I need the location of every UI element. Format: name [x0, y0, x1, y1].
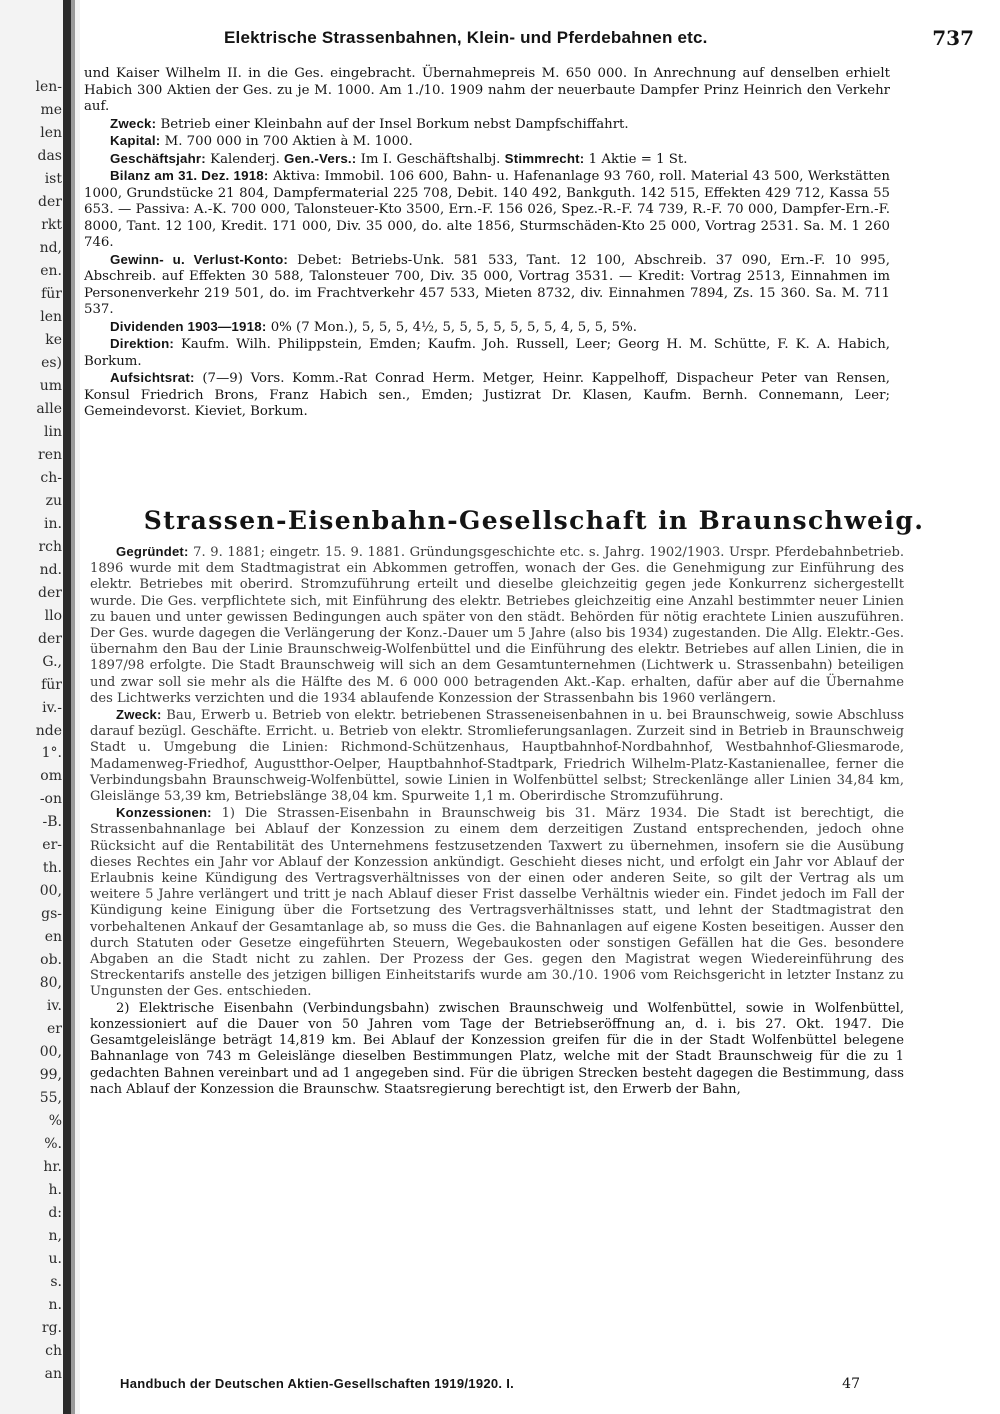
margin-fragment: der: [38, 632, 62, 647]
running-header: [84, 26, 984, 52]
margin-fragment: für: [41, 287, 62, 302]
margin-fragment: %.: [44, 1137, 62, 1152]
gewinn-verlust-label: Gewinn- u. Verlust-Konto:: [110, 251, 289, 267]
margin-fragment: nd.: [39, 563, 62, 578]
zweck-label: Zweck:: [116, 707, 162, 723]
zweck-text: Betrieb einer Kleinbahn auf der Insel Borkum nebst Dampfschiffahrt.: [160, 116, 629, 132]
margin-fragment: der: [38, 195, 62, 210]
margin-fragment: hr.: [43, 1160, 62, 1175]
signature-mark: 47: [842, 1376, 860, 1392]
margin-fragment: ch: [45, 1344, 62, 1359]
margin-fragment: iv.-: [42, 701, 62, 716]
document-page: [84, 0, 996, 1414]
margin-fragment: u.: [48, 1252, 62, 1267]
kapital-text: M. 700 000 in 700 Aktien à M. 1000.: [164, 134, 413, 149]
adjacent-page-margin: [0, 0, 80, 1414]
margin-fragment: ob.: [40, 953, 62, 968]
geschaeftsjahr-text: Kalenderj.: [210, 151, 280, 167]
margin-fragment: 80,: [39, 976, 62, 991]
direktion-label: Direktion:: [110, 336, 175, 351]
margin-fragment: 00,: [39, 1045, 62, 1060]
gegruendet-paragraph: [90, 544, 904, 707]
margin-fragment: 1°.: [41, 746, 62, 761]
direktion-text: Kaufm. Wilh. Philippstein, Emden; Kaufm. Joh. Russell, Leer; Georg H. M. Schütte, F. K. A. Habich, Borkum.: [84, 337, 890, 369]
margin-fragment: llo: [44, 609, 62, 624]
zweck-label: Zweck:: [110, 115, 157, 131]
margin-fragment: me: [40, 103, 62, 118]
margin-fragment: rg.: [41, 1321, 62, 1336]
margin-fragment: rkt: [41, 218, 62, 233]
bilanz-paragraph: [84, 168, 890, 252]
margin-fragment: alle: [36, 402, 62, 417]
margin-fragment: len: [40, 126, 62, 141]
stimmrecht-text: 1 Aktie = 1 St.: [588, 151, 688, 167]
aufsichtsrat-paragraph: [84, 370, 890, 421]
bilanz-label: Bilanz am 31. Dez. 1918:: [110, 168, 269, 183]
margin-fragment: -B.: [42, 815, 62, 830]
margin-fragment: om: [40, 769, 62, 784]
konzessionen-paragraph: [90, 805, 904, 1000]
konzession-1-text: 1) Die Strassen-Eisenbahn in Braunschweig bis 31. März 1934. Die Stadt ist berechtigt, die Strassenbahnanlage bei Ablauf der Konzession zu einem dem derzeitigen Zustand entsprechenden, jedoch ohne Rücksicht auf die Rentabilität des Unternehmens festzusetzenden Taxwert zu übernehmen, insofern sie die Ausübung dieses Rechtes ein Jahr vor Ablauf der Konzession ankündigt. Geschieht dieses nicht, und erfolgt ein Jahr vor Ablauf der Erlaubnis keine Kündigung des Vertragsverhältnisses von der einen oder anderen Seite, so gilt der Vertrag als um weitere 5 Jahre verlängert und tritt je nach Ablauf dieser Frist dasselbe Verhältnis wieder ein. Findet jedoch im Fall der Kündigung keine Einigung über die Fortsetzung des Vertragsverhältnisses statt, und lehnt der Stadtmagistrat den vorbehaltenen Ankauf der Gesamtanlage ab, so muss die Ges. die Bahnanlagen auf eigene Kosten beseitigen. Ausser den durch Statuten oder Gesetze eingeführten Steuern, Wegebaukosten oder sonstigen Gefällen hat die Ges. besondere Abgaben an die Stadt nicht zu zahlen. Der Prozess der Ges. gegen den Magistrat wegen Wiedereinführung des Streckentarifs anstelle des jetzigen billigen Einheitstarifs wurde am 30./10. 1906 vom Reichsgericht in letzter Instanz zu Ungunsten der Ges. entschieden.: [90, 806, 904, 1000]
margin-fragment: nd,: [39, 241, 62, 256]
margin-fragment: 00,: [39, 884, 62, 899]
margin-fragment: es): [41, 356, 62, 371]
konzession-2-paragraph: 2) Elektrische Eisenbahn (Verbindungsbahn) zwischen Braunschweig und Wolfenbüttel, sowie in Wolfenbüttel, konzessioniert auf die Dauer von 50 Jahren vom Tage der Betriebseröffnung an, d. i. bis 27. Okt. 1947. Die Gesamtgeleislänge beträgt 14,819 km. Bei Ablauf der Konzession greifen für die in der Stadt Wolfenbüttel belegene Bahnanlage von 743 m Geleislänge dieselben Bestimmungen Platz, welche mit der Stadt Braunschweig für die zu 1 gedachten Bahnen vereinbart und ad 1 angegeben sind. Für die übrigen Strecken besteht dagegen die Bestimmung, dass nach Ablauf der Konzession die Braunschw. Staatsregierung berechtigt ist, den Erwerb der Bahn,: [90, 1000, 904, 1097]
margin-fragment: ke: [45, 333, 62, 348]
margin-fragment: nde: [35, 724, 62, 739]
margin-fragment: um: [39, 379, 62, 394]
margin-fragment: er-: [42, 838, 62, 853]
konzessionen-label: Konzessionen:: [116, 805, 212, 821]
binding-shadow: [63, 0, 71, 1414]
company-heading: Strassen-Eisenbahn-Gesellschaft in Braunschweig.: [143, 506, 925, 535]
geschaeftsjahr-paragraph: [84, 151, 890, 169]
margin-fragment: s.: [50, 1275, 62, 1290]
margin-fragment: gs-: [41, 907, 62, 922]
gewinn-verlust-text: Debet: Betriebs-Unk. 581 533, Tant. 12 100, Abschreib. 37 090, Ern.-F. 10 995, Abschreib. auf Effekten 30 588, Talonsteuer 700, Div. 35 000, Vortrag 3531. — Kredit: Vortrag 2513, Einnahmen im Personenverkehr 219 501, do. im Frachtverkehr 457 533, Mieten 8732, div. Einnahmen 7894, Zs. 15 360. Sa. M. 711 537.: [84, 252, 890, 317]
bilanz-text: Aktiva: Immobil. 106 600, Bahn- u. Hafenanlage 93 760, roll. Material 43 500, Werkstätten 1000, Grundstücke 21 804, Dampfermaterial 225 708, Debit. 140 492, Bankguth. 142 515, Effekten 429 712, Kassa 55 653. — Passiva: A.-K. 700 000, Talonsteuer-Kto 3500, Ern.-F. 156 026, Spez.-R.-F. 74 739, R.-F. 70 000, Dampfer-Ern.-F. 8000, Tant. 12 100, Kredit. 171 000, Div. 35 000, do. alte 1856, Sturmschäden-Kto 25 000, Vortrag 2531. Sa. M. 1 260 746.: [84, 169, 890, 250]
stimmrecht-label: Stimmrecht:: [504, 150, 585, 166]
margin-fragment: für: [41, 678, 62, 693]
margin-fragment: n.: [48, 1298, 62, 1313]
margin-fragment: len-: [35, 80, 62, 95]
margin-fragment: er: [47, 1022, 62, 1037]
margin-fragment: -on: [39, 792, 62, 807]
gen-vers-text: Im I. Geschäftshalbj.: [360, 151, 501, 167]
dividenden-text: 0% (7 Mon.), 5, 5, 5, 4½, 5, 5, 5, 5, 5, 5, 5, 4, 5, 5, 5%.: [270, 319, 637, 335]
margin-fragment: len: [40, 310, 62, 325]
margin-fragment: 99,: [39, 1068, 62, 1083]
page-number: 737: [932, 26, 974, 50]
company-entry: [90, 544, 904, 1098]
gen-vers-label: Gen.-Vers.:: [284, 150, 357, 166]
margin-fragment: 55,: [39, 1091, 62, 1106]
aufsichtsrat-label: Aufsichtsrat:: [110, 370, 195, 385]
zweck-paragraph: [90, 707, 904, 805]
margin-fragment: en.: [40, 264, 62, 279]
direktion-paragraph: [84, 336, 890, 370]
margin-fragment: lin: [44, 425, 62, 440]
margin-fragment: G.,: [42, 655, 62, 670]
margin-fragment: ist: [44, 172, 62, 187]
gegruendet-label: Gegründet:: [116, 544, 189, 559]
running-title: Elektrische Strassenbahnen, Klein- und Pferdebahnen etc.: [224, 28, 708, 47]
aufsichtsrat-text: (7—9) Vors. Komm.-Rat Conrad Herm. Metger, Heinr. Kappelhoff, Dispacheur Peter van Rensen, Konsul Friedrich Brons, Franz Habich sen., Emden; Justizrat Dr. Klasen, Kaufm. Bernh. Connemann, Leer; Gemeindevorst. Kieviet, Borkum.: [84, 371, 890, 419]
margin-fragment: der: [38, 586, 62, 601]
margin-fragment: d:: [48, 1206, 62, 1221]
publication-title: Handbuch der Deutschen Aktien-Gesellschaften 1919/1920. I.: [120, 1376, 515, 1391]
margin-fragment: rch: [38, 540, 62, 555]
margin-fragment: n,: [48, 1229, 62, 1244]
zweck-paragraph: [84, 116, 890, 134]
margin-fragment: in.: [44, 517, 62, 532]
margin-fragment: h.: [48, 1183, 62, 1198]
previous-company-entry: [84, 66, 890, 421]
binding-edge: [71, 0, 75, 1414]
geschaeftsjahr-label: Geschäftsjahr:: [110, 150, 206, 166]
intro-paragraph: und Kaiser Wilhelm II. in die Ges. eingebracht. Übernahmepreis M. 650 000. In Anrechnung auf denselben erhielt Habich 300 Aktien der Ges. zu je M. 1000. Am 1./10. 1909 nahm der neuerbaute Dampfer Prinz Heinrich den Verkehr auf.: [84, 66, 890, 114]
margin-fragment: %: [48, 1114, 62, 1129]
dividenden-label: Dividenden 1903—1918:: [110, 318, 267, 334]
kapital-paragraph: [84, 133, 890, 151]
dividenden-paragraph: [84, 319, 890, 337]
margin-fragment: en: [44, 930, 62, 945]
gegruendet-text: 7. 9. 1881; eingetr. 15. 9. 1881. Gründungsgeschichte etc. s. Jahrg. 1902/1903. Urspr. Pferdebahnbetrieb. 1896 wurde mit dem Stadtmagistrat ein Abkommen getroffen, wonach der Ges. die Genehmigung zur Einführung des elektr. Betriebes mit oberird. Stromzuführung erteilt und dieselbe gleichzeitig gegen jede Konkurrenz sichergestellt wurde. Die Ges. verpflichtete sich, mit Einführung des elektr. Betriebes gleichzeitig eine Anzahl bestimmter neuer Linien zu bauen und unter gewissen Bedingungen auch später von den städt. Behörden für nötig erachtete Linien auszuführen. Der Ges. wurde dagegen die Verlängerung der Konz.-Dauer um 5 Jahre (also bis 1934) zugestanden. Die Allg. Elektr.-Ges. übernahm den Bau der Linie Braunschweig-Wolfenbüttel und die Einführung des elektr. Betriebes auf allen Linien, die in 1897/98 erfolgte. Die Stadt Braunschweig will sich an dem Gesamtunternehmen (Lichtwerk u. Strassenbahn) beteiligen und zwar soll sie mehr als die Hälfte des M. 6 000 000 betragenden Akt.-Kap. erhalten, dafür aber auf die Übernahme des Lichtwerks verzichten und die 1934 ablaufende Konzession der Strassenbahn bis 1960 verlängern.: [90, 545, 904, 706]
zweck-text: Bau, Erwerb u. Betrieb von elektr. betriebenen Strasseneisenbahnen in u. bei Braunschweig, sowie Abschluss darauf bezügl. Geschäfte. Erricht. u. Betrieb von elektr. Stromlieferungsanlagen. Zurzeit sind in Betrieb in Braunschweig Stadt u. Umgebung die Linien: Richmond-Schützenhaus, Hauptbahnhof-Nordbahnhof, Westbahnhof-Gliesmarode, Madamenweg-Friedhof, Augustthor-Oelper, Hauptbahnhof-Stadtpark, Friedrich Wilhelm-Platz-Kastanienallee, ferner die Verbindungsbahn Braunschweig-Wolfenbüttel, sowie Linien in Wolfenbüttel selbst; Streckenlänge aller Linien 34,84 km, Gleislänge 53,39 km, Betriebslänge 38,04 km. Spurweite 1,1 m. Oberirdische Stromzuführung.: [90, 708, 904, 805]
margin-fragment: ren: [38, 448, 62, 463]
margin-fragment: th.: [42, 861, 62, 876]
margin-fragment: zu: [45, 494, 62, 509]
kapital-label: Kapital:: [110, 133, 161, 148]
gewinn-verlust-paragraph: [84, 252, 890, 319]
margin-fragment: das: [37, 149, 62, 164]
margin-fragment: ch-: [40, 471, 62, 486]
page-footer: [120, 1376, 880, 1396]
margin-fragment: an: [44, 1367, 62, 1382]
margin-fragment: iv.: [46, 999, 62, 1014]
